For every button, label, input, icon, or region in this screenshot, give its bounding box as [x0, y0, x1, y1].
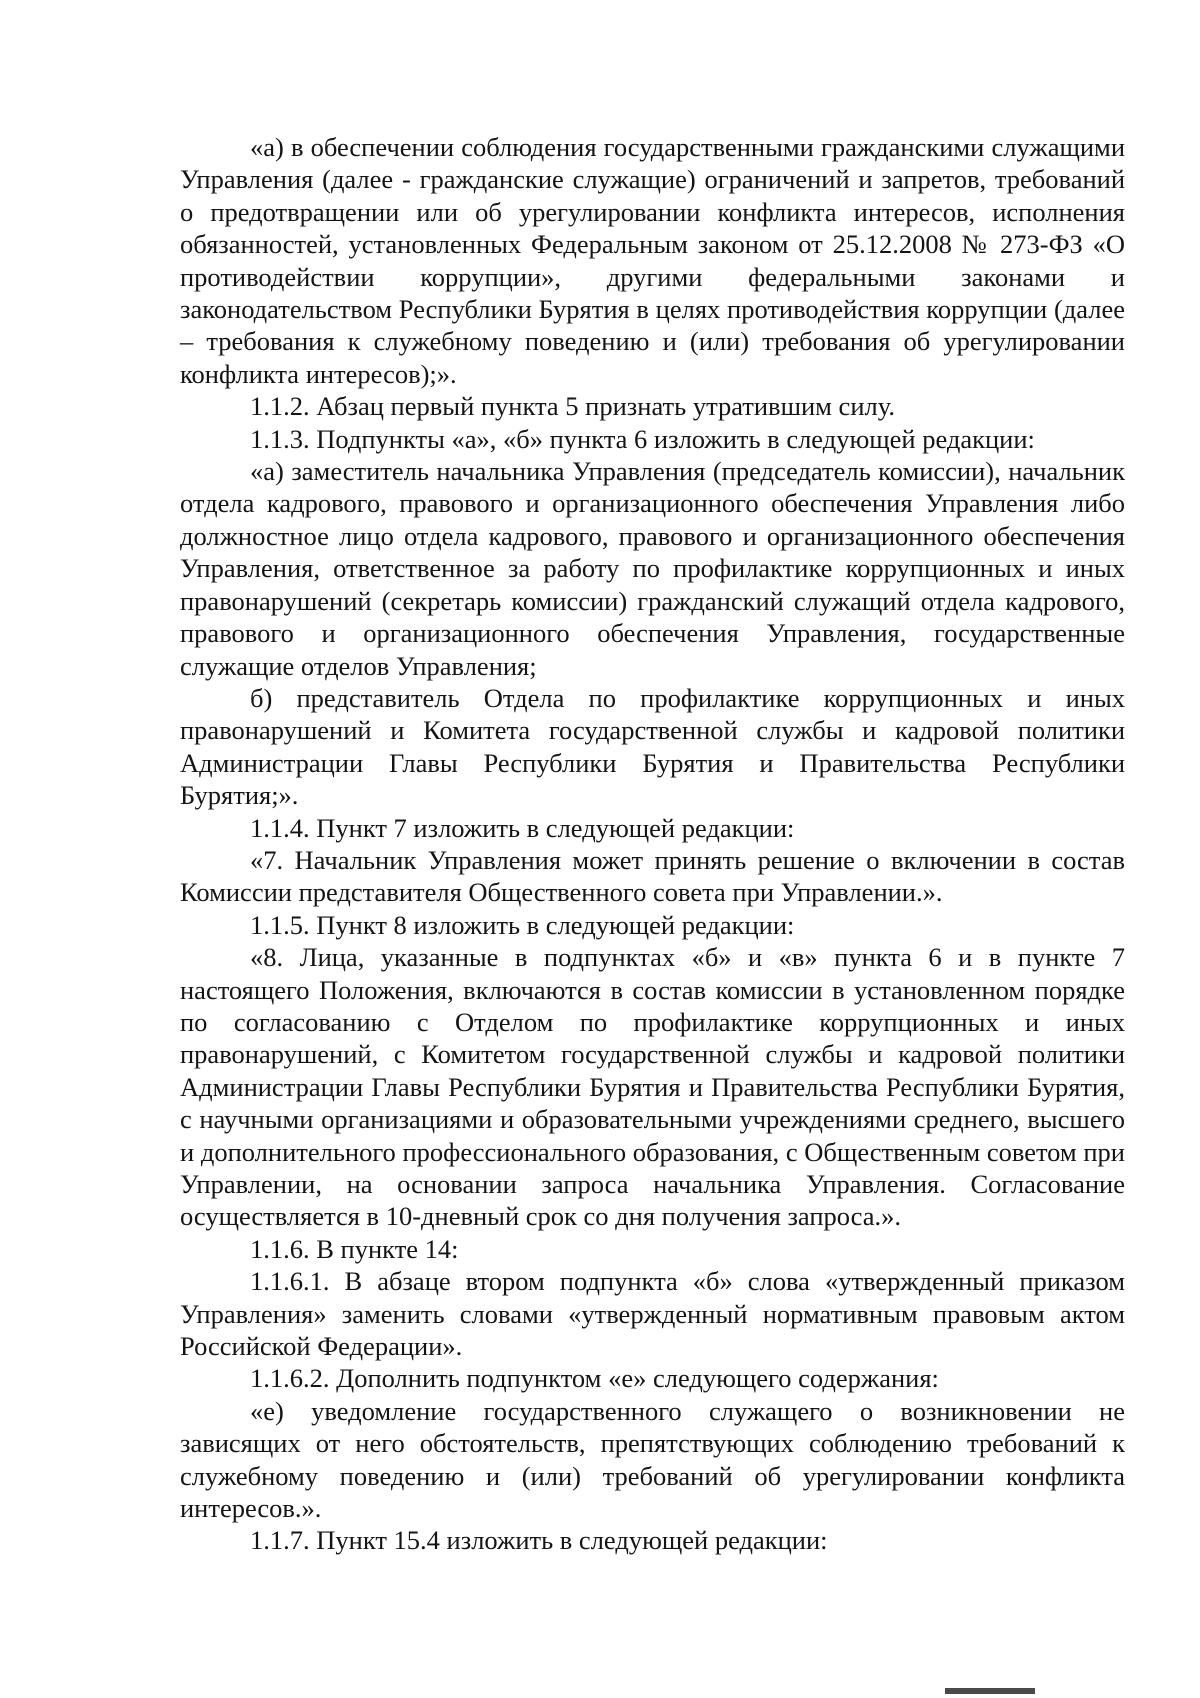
paragraph-1-1-4: 1.1.4. Пункт 7 изложить в следующей редакции:	[250, 812, 795, 843]
paragraph-subitem-a: «а) в обеспечении соблюдения государственными гражданскими служащими Управления (далее - гражданские служащие) ограничений и запретов, требований о предотвращении или об урегулировании конфликта интересов, исполнения обязанностей, установленных Федеральным законом от 25.12.2008 № 273-ФЗ «О противодействии коррупции», другими федеральными законами и законодательством Республики Бурятия в целях противодействия коррупции (далее – требования к служебному поведению и (или) требования об урегулировании конфликта интересов);».	[180, 132, 1125, 389]
paragraph-1-1-6-2: 1.1.6.2. Дополнить подпунктом «е» следующего содержания:	[250, 1363, 939, 1394]
paragraph-item-8: «8. Лица, указанные в подпунктах «б» и «в» пункта 6 и в пункте 7 настоящего Положения, включаются в состав комиссии в установленном порядке по согласованию с Отделом по профилактике коррупционных и иных правонарушений, с Комитетом государственной службы и кадровой политики Администрации Главы Республики Бурятия и Правительства Республики Бурятия, с научными организациями и образовательными учреждениями среднего, высшего и дополнительного профессионального образования, с Общественным советом при Управлении, на основании запроса начальника Управления. Согласование осуществляется в 10-дневный срок со дня получения запроса.».	[180, 942, 1125, 1232]
paragraph-item-6a: «а) заместитель начальника Управления (председатель комиссии), начальник отдела кадрового, правового и организационного обеспечения Управления либо должностное лицо отдела кадрового, правового и организационного обеспечения Управления, ответственное за работу по профилактике коррупционных и иных правонарушений (секретарь комиссии) гражданский служащий отдела кадрового, правового и организационного обеспечения Управления, государственные служащие отделов Управления;	[180, 456, 1125, 681]
paragraph-1-1-5: 1.1.5. Пункт 8 изложить в следующей редакции:	[250, 909, 795, 940]
paragraph-1-1-3: 1.1.3. Подпункты «а», «б» пункта 6 изложить в следующей редакции:	[250, 423, 1035, 454]
paragraph-item-7: «7. Начальник Управления может принять решение о включении в состав Комиссии представителя Общественного совета при Управлении.».	[180, 844, 1125, 908]
paragraph-1-1-6-1: 1.1.6.1. В абзаце втором подпункта «б» слова «утвержденный приказом Управления» заменить словами «утвержденный нормативным правовым актом Российской Федерации».	[180, 1266, 1125, 1362]
paragraph-1-1-2: 1.1.2. Абзац первый пункта 5 признать утратившим силу.	[250, 391, 895, 422]
document-body	[180, 131, 1125, 1557]
paragraph-item-6b: б) представитель Отдела по профилактике коррупционных и иных правонарушений и Комитета государственной службы и кадровой политики Администрации Главы Республики Бурятия и Правительства Республики Бурятия;».	[180, 682, 1125, 811]
paragraph-1-1-6: 1.1.6. В пункте 14:	[250, 1233, 459, 1264]
paragraph-subitem-e: «е) уведомление государственного служащего о возникновении не зависящих от него обстоятельств, препятствующих соблюдению требований к служебному поведению и (или) требований об урегулировании конфликта интересов.».	[180, 1395, 1125, 1524]
scan-edge-mark	[945, 1688, 1035, 1694]
paragraph-1-1-7: 1.1.7. Пункт 15.4 изложить в следующей редакции:	[250, 1525, 828, 1556]
